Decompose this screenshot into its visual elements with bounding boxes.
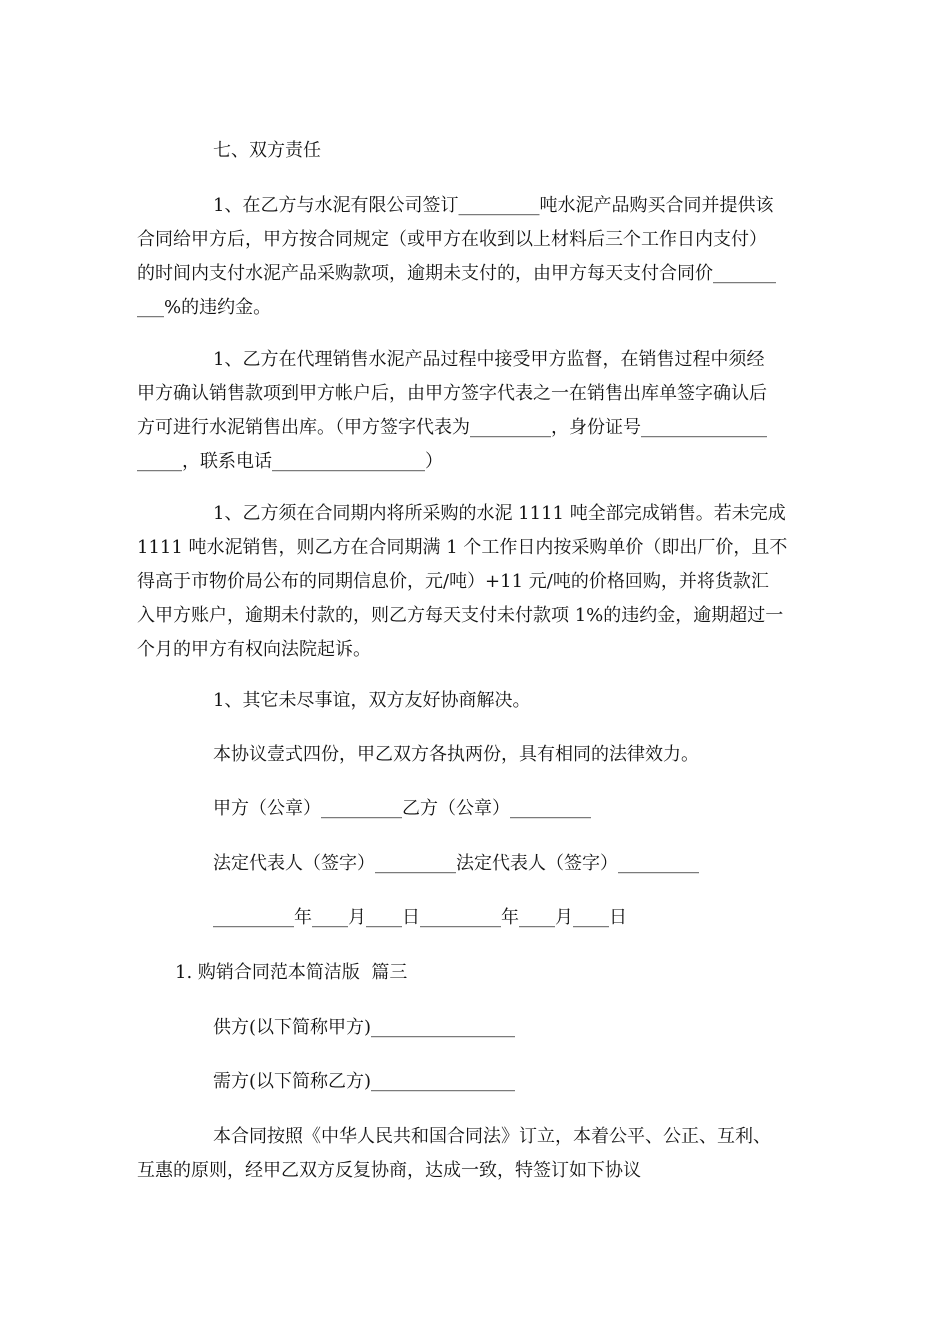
section-title-contract-template: 1. 购销合同范本简洁版 篇三	[175, 962, 408, 983]
paragraph-line: _____，联系电话_________________）	[137, 451, 443, 472]
paragraph-copies: 本协议壹式四份，甲乙双方各执两份，具有相同的法律效力。	[213, 744, 699, 765]
paragraph-line: 入甲方账户，逾期未付款的，则乙方每天支付未付款项 1%的违约金，逾期超过一	[137, 605, 784, 626]
signature-date-line: _________年____月____日_________年____月____日	[213, 907, 627, 928]
buyer-line: 需方(以下简称乙方)________________	[213, 1071, 516, 1092]
paragraph-line: 1、在乙方与水泥有限公司签订_________吨水泥产品购买合同并提供该	[213, 195, 774, 216]
paragraph-line: 1、乙方须在合同期内将所采购的水泥 1111 吨全部完成销售。若未完成	[213, 503, 786, 524]
paragraph-line: 的时间内支付水泥产品采购款项，逾期未支付的，由甲方每天支付合同价_______	[137, 263, 776, 284]
paragraph-line: 本合同按照《中华人民共和国合同法》订立，本着公平、公正、互利、	[213, 1126, 771, 1147]
paragraph-line: ___%的违约金。	[137, 297, 272, 318]
supplier-line: 供方(以下简称甲方)________________	[213, 1017, 516, 1038]
paragraph-line: 合同给甲方后，甲方按合同规定（或甲方在收到以上材料后三个工作日内支付）	[137, 229, 767, 250]
paragraph-line: 方可进行水泥销售出库。（甲方签字代表为_________，身份证号______________	[137, 417, 767, 438]
paragraph-line: 互惠的原则，经甲乙双方反复协商，达成一致，特签订如下协议	[137, 1160, 641, 1181]
paragraph-line: 甲方确认销售款项到甲方帐户后，由甲方签字代表之一在销售出库单签字确认后	[137, 383, 767, 404]
section-title-responsibilities: 七、双方责任	[213, 140, 321, 161]
signature-representative-line: 法定代表人（签字）_________法定代表人（签字）_________	[213, 853, 699, 874]
paragraph-line: 1111 吨水泥销售，则乙方在合同期满 1 个工作日内按采购单价（即出厂价，且不	[137, 537, 788, 558]
signature-seal-line: 甲方（公章）_________乙方（公章）_________	[213, 798, 591, 819]
paragraph-other-matters: 1、其它未尽事谊，双方友好协商解决。	[213, 690, 531, 711]
paragraph-line: 得高于市物价局公布的同期信息价，元/吨）+11 元/吨的价格回购，并将货款汇	[137, 571, 769, 592]
paragraph-line: 1、乙方在代理销售水泥产品过程中接受甲方监督，在销售过程中须经	[213, 349, 765, 370]
paragraph-line: 个月的甲方有权向法院起诉。	[137, 639, 371, 660]
